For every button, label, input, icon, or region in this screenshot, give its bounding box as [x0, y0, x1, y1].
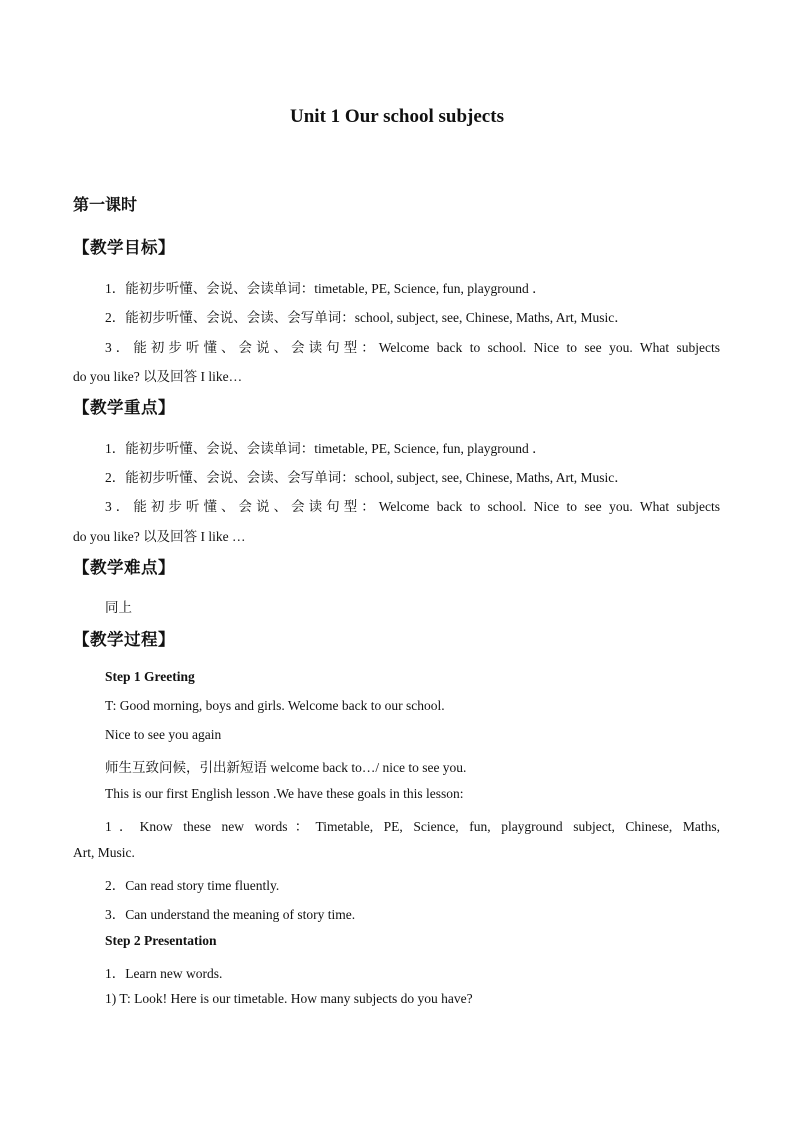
objective-item-2: 2．能初步听懂、会说、会读、会写单词：school, subject, see, Chinese, Maths, Art, Music．: [105, 310, 628, 325]
section-heading-process: 【教学过程】: [73, 630, 175, 649]
step-1-heading: Step 1 Greeting: [105, 669, 195, 684]
section-heading-difficulties: 【教学难点】: [73, 558, 175, 577]
key-point-item-2: 2．能初步听懂、会说、会读、会写单词：school, subject, see, Chinese, Maths, Art, Music．: [105, 470, 628, 485]
key-point-item-3-line-2: do you like? 以及回答 I like …: [73, 529, 246, 544]
goal-item-3: 3．Can understand the meaning of story time.: [105, 907, 356, 922]
goal-item-1-line-1: 1．Know these new words：Timetable, PE, Science, fun, playground subject, Chinese, Maths,: [105, 819, 720, 834]
section-heading-key-points: 【教学重点】: [73, 398, 175, 417]
process-line-timetable-question: 1) T: Look! Here is our timetable. How many subjects do you have?: [105, 991, 473, 1006]
process-line-learn-words: 1．Learn new words.: [105, 966, 223, 981]
process-line-goals-intro: This is our first English lesson .We have these goals in this lesson:: [105, 786, 464, 801]
objective-item-3-line-2: do you like? 以及回答 I like…: [73, 369, 243, 384]
step-2-heading: Step 2 Presentation: [105, 933, 217, 948]
key-point-item-3-line-1: 3．能初步听懂、会说、会读句型：Welcome back to school. Nice to see you. What subjects: [105, 499, 720, 514]
section-heading-objectives: 【教学目标】: [73, 238, 175, 257]
lesson-label: 第一课时: [73, 197, 138, 214]
process-line-nice: Nice to see you again: [105, 727, 222, 742]
difficulties-text: 同上: [105, 600, 132, 615]
process-line-chinese-note: 师生互致问候，引出新短语 welcome back to…/ nice to see you.: [105, 760, 467, 775]
document-title: Unit 1 Our school subjects: [290, 106, 504, 127]
objective-item-3-line-1: 3．能初步听懂、会说、会读句型：Welcome back to school. Nice to see you. What subjects: [105, 340, 720, 355]
process-line-greeting: T: Good morning, boys and girls. Welcome back to our school.: [105, 698, 445, 713]
objective-item-1: 1．能初步听懂、会说、会读单词：timetable, PE, Science, fun, playground ．: [105, 281, 546, 296]
goal-item-2: 2．Can read story time fluently.: [105, 878, 280, 893]
key-point-item-1: 1．能初步听懂、会说、会读单词：timetable, PE, Science, fun, playground ．: [105, 441, 546, 456]
goal-item-1-line-2: Art, Music.: [73, 845, 135, 860]
